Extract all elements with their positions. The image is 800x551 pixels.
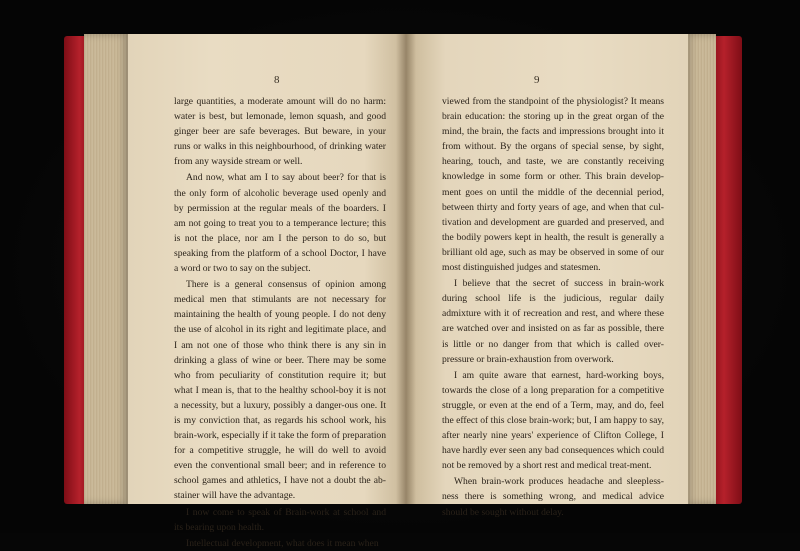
paragraph: There is a general consensus of opinion among medical men that stimulants are not necessary for maintaining the health of young people. I do not deny the use of alcohol in its right and legitimate place, and I am not one of those who think there is any sin in drinking a glass of wine or beer. There may be some who from peculiarity of constitution require it; but what I mean is, that to the healthy school-boy it is not a necessity, but a luxury, possibly a danger-ous one. It is my conviction that, as regards his school work, his brain-work, especially if it take the form of preparation for a competitive struggle, he will do well to avoid even the conventional small beer; and in reference to school games and athletics, I have not a doubt the ab-stainer will have the advantage. [174,279,386,502]
book-gutter [396,34,416,504]
paragraph: large quantities, a moderate amount will do no harm: water is best, but lemonade, lemon squash, and good ginger beer are safe beverages. But beware, in your runs or walks in this neighbourhood, of drinking water from any wayside stream or well. [174,96,386,168]
paragraph: When brain-work produces headache and sleepless-ness there is something wrong, and medical advice should be sought without delay. [442,476,664,518]
paragraph: viewed from the standpoint of the physiologist? It means brain education: the storing up in the great organ of the mind, the brain, the facts and impressions brought into it from without. By the organs of special sense, by sight, hearing, touch, and taste, we are constantly receiving knowledge in some form or other. This brain develop-ment goes on until the middle of the decennial period, between thirty and forty years of age, and when that cul-tivation and development are guarded and preserved, and the bodily powers kept in health, the result is generally a brilliant old age, such as may be observed in some of our most distinguished judges and statesmen. [442,96,664,274]
page-block-edge-left [84,34,130,504]
paragraph: And now, what am I to say about beer? for that is the only form of alcoholic beverage used openly and by permission at the regular meals of the boarders. I am not going to treat you to a temperance lecture; this is not the place, nor am I the person to do so, but speaking from the platform of a school Doctor, I have a word or two to say on the subject. [174,172,386,275]
paragraph: Intellectual development, what does it mean when [186,537,379,549]
page-block-edge-right [684,34,716,504]
right-page [406,34,688,518]
page-number-right: 9 [534,74,540,86]
left-page-text [174,94,386,551]
left-page [128,34,406,549]
right-page-text [442,94,664,520]
page-number-left: 8 [274,74,280,86]
paragraph: I now come to speak of Brain-work at school and its bearing upon health. [174,506,386,533]
paragraph: I am quite aware that earnest, hard-working boys, towards the close of a long preparation for a competitive struggle, or even at the end of a Term, may, and do, feel the effect of this close brain-work; but, I am happy to say, after nearly nine years' experience of Clifton College, I have hardly ever seen any bad consequences which could not be removed by a short rest and medical treat-ment. [442,369,664,472]
book-cover-right [712,36,742,504]
paragraph: I believe that the secret of success in brain-work during school life is the judicious, regular daily admixture with it of recreation and rest, and where these are watched over and insisted on as far as possible, there is little or no danger from that which is called over-pressure or brain-exhaustion from overwork. [442,278,664,365]
